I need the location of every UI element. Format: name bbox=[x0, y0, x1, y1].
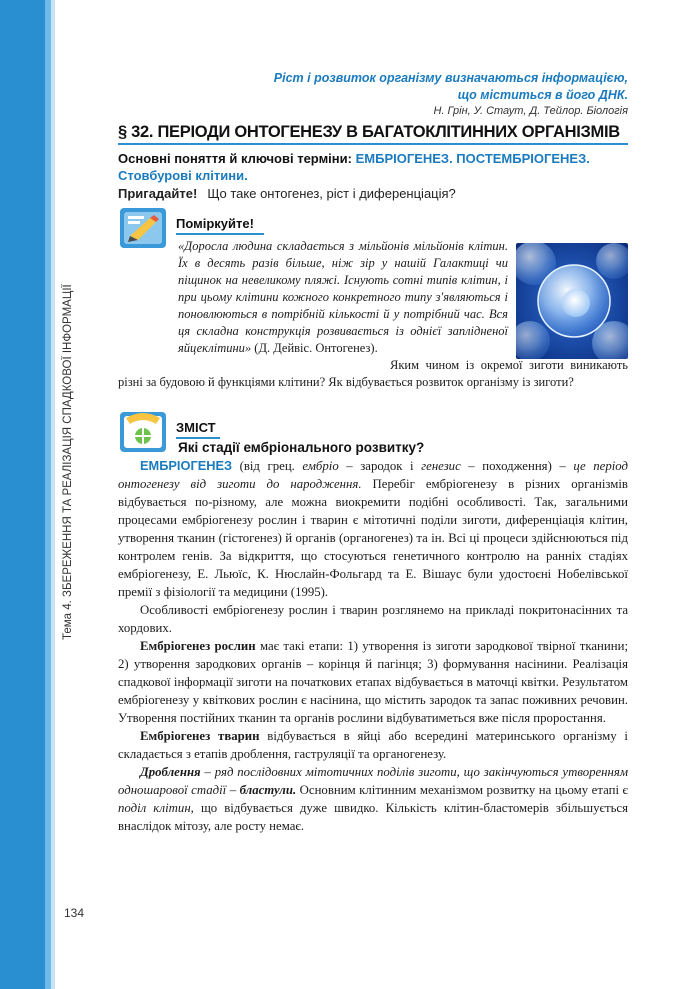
section-heading: § 32. ПЕРІОДИ ОНТОГЕНЕЗУ В БАГАТОКЛІТИННИХ ОРГАНІЗМІВ bbox=[118, 123, 620, 141]
term-blastula: бластули. bbox=[239, 783, 297, 797]
remember-question: Що таке онтогенез, ріст і диференціація? bbox=[207, 186, 456, 201]
section-question: Які стадії ембріонального розвитку? bbox=[178, 440, 425, 455]
epigraph-line-1: Ріст і розвиток організму визначаються інформацією, bbox=[273, 71, 628, 85]
p5-cell-division: поділ клітин, bbox=[118, 801, 194, 815]
epigraph-line-2: що міститься в його ДНК. bbox=[457, 88, 628, 102]
paragraph-1 bbox=[118, 457, 628, 601]
page-sidebar bbox=[0, 0, 100, 989]
sidebar-stripe-pale bbox=[51, 0, 55, 989]
think-quote-text: «Доросла людина складається з мільйонів мільйонів клітин. Їх в десять разів більше, ніж зір у нашій Галактиці чи піщинок на невеликому пляжі. Існують сотні типів клітин, і при цьому клітини кожного конкретного типу з'являються і поновлюються в потрібній кількості й у потрібний час. Вся ця складна конструкція розвивається із однієї заплідненої яйцеклітини» bbox=[178, 239, 508, 355]
think-icon bbox=[120, 208, 166, 248]
think-quote-source: (Д. Дейвіс. Онтогенез). bbox=[254, 341, 378, 355]
p1-embrio: ембріо bbox=[302, 459, 339, 473]
p5-text-a: Основним клітинним механізмом розвитку на цьому етапі є bbox=[296, 783, 628, 797]
epigraph-source: Н. Грін, У. Стаут, Д. Тейлор. Біологія bbox=[433, 105, 628, 117]
content-icon bbox=[120, 412, 166, 452]
think-quote bbox=[178, 238, 508, 357]
main-text bbox=[118, 457, 628, 835]
epigraph bbox=[208, 70, 628, 117]
content-underline bbox=[176, 437, 220, 439]
key-terms-list: ЕМБРІОГЕНЕЗ. ПОСТЕМБРІОГЕНЕЗ. Стовбурові клітини. bbox=[118, 151, 590, 183]
term-embryogenesis: ЕМБРІОГЕНЕЗ bbox=[140, 458, 233, 473]
p1-text-rest: Перебіг ембріогенезу в різних організмів відбувається по-різному, але можна виокремити подібні особливості. Так, загальними процесами ембріогенезу рослин і тварин є мітотичні поділи зиготи, диференціація клітин, утворення тканин (гістогенез) й органів (органогенез) та ін. Всі ці процеси здійснюються під контролем генів. За відкриття, що стосуються генетичного контролю на ранніх стадіях ембріогенезу, Е. Льюїс, К. Нюслайн-Фольгард та Е. Вішаус були удостоєні Нобелівської премії з фізіології та медицини (1995). bbox=[118, 477, 628, 599]
remember-label: Пригадайте! bbox=[118, 186, 198, 201]
remember-prompt bbox=[118, 186, 456, 201]
term-animal-embryogenesis: Ембріогенез тварин bbox=[140, 729, 260, 743]
content-label: ЗМІСТ bbox=[176, 420, 216, 435]
p4-text: відбувається в яйці або всередині материнського організму і складається з етапів дроблення, гаструляції та органогенезу. bbox=[118, 729, 628, 761]
paragraph-4 bbox=[118, 727, 628, 763]
think-underline bbox=[176, 233, 264, 235]
heading-underline bbox=[118, 143, 628, 145]
key-terms bbox=[118, 150, 628, 184]
cells-image bbox=[516, 243, 628, 359]
p5-definition: – ряд послідовних мітотичних поділів зиготи, що закінчуються утворенням одношарової стадії – bbox=[118, 765, 628, 797]
p1-definition: це період онтогенезу від зиготи до народження. bbox=[118, 459, 628, 491]
think-question: Яким чином із окремої зиготи виникають різні за будовою й функціями клітини? Як відбувається розвиток організму із зиготи? bbox=[118, 358, 628, 389]
p3-text: має такі етапи: 1) утворення із зиготи зародкової твірної тканини; 2) утворення зародкових органів – корінця й пагінця; 3) формування насінини. Реалізація спадкової інформації зиготи на початкових етапах відбувається в маточці квітки. Результатом ембріогенезу у квіткових рослин є насінина, що містить зародок та запас поживних речовин. Утворення постійних тканин та органів рослини відбуватиметься вже після проростання. bbox=[118, 639, 629, 725]
p1-text-c: – походження) – bbox=[460, 459, 574, 473]
p1-text-b: – зародок і bbox=[338, 459, 422, 473]
term-plant-embryogenesis: Ембріогенез рослин bbox=[140, 639, 256, 653]
paragraph-3 bbox=[118, 637, 628, 727]
p5-text-b: що відбувається дуже швидко. Кількість клітин-бластомерів збільшується внаслідок мітозу, але росту немає. bbox=[118, 801, 628, 833]
paragraph-2: Особливості ембріогенезу рослин і тварин розглянемо на прикладі покритонасінних та хордових. bbox=[118, 603, 628, 635]
page-number: 134 bbox=[64, 906, 85, 920]
paragraph-5 bbox=[118, 763, 628, 835]
think-label: Поміркуйте! bbox=[176, 216, 254, 231]
term-cleavage: Дроблення bbox=[140, 765, 201, 779]
key-terms-label: Основні поняття й ключові терміни: bbox=[118, 151, 352, 166]
sidebar-stripe bbox=[0, 0, 45, 989]
p1-text-a: (від грец. bbox=[232, 459, 303, 473]
topic-title: Тема 4. ЗБЕРЕЖЕННЯ ТА РЕАЛІЗАЦІЯ СПАДКОВОЇ ІНФОРМАЦІЇ bbox=[62, 284, 74, 640]
p1-genesis: генезис bbox=[421, 459, 461, 473]
